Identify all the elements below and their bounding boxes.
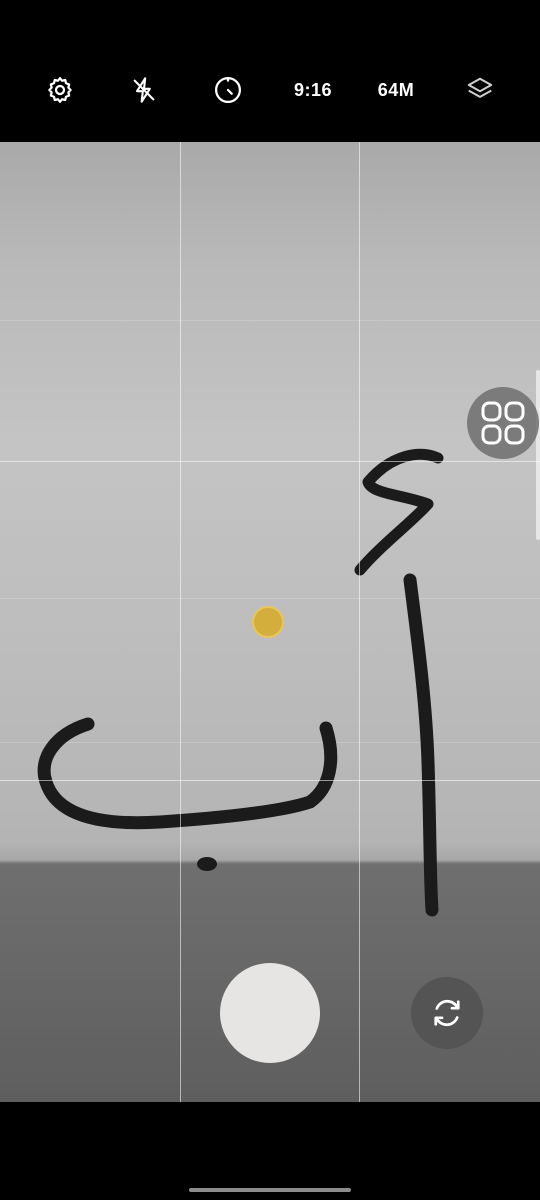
timer-button[interactable] bbox=[206, 68, 250, 112]
ba-stroke bbox=[44, 724, 331, 823]
shutter-button[interactable] bbox=[220, 963, 320, 1063]
aspect-ratio-label: 9:16 bbox=[293, 79, 333, 100]
grid-line bbox=[180, 142, 181, 1102]
flash-off-icon bbox=[130, 76, 158, 104]
bottom-bar bbox=[0, 1102, 540, 1200]
alif-stroke bbox=[410, 580, 432, 910]
filters-button[interactable] bbox=[458, 68, 502, 112]
grid-modes-icon bbox=[479, 399, 527, 447]
camera-modes-button[interactable] bbox=[467, 387, 539, 459]
timer-icon bbox=[213, 75, 243, 105]
settings-button[interactable] bbox=[38, 68, 82, 112]
aspect-ratio-button[interactable] bbox=[289, 68, 337, 112]
top-toolbar bbox=[0, 0, 540, 142]
side-handle[interactable] bbox=[536, 370, 540, 540]
switch-camera-button[interactable] bbox=[411, 977, 483, 1049]
flash-button[interactable] bbox=[122, 68, 166, 112]
layers-icon bbox=[465, 75, 495, 105]
ba-dot bbox=[197, 857, 217, 871]
camera-flip-icon bbox=[429, 995, 465, 1031]
grid-line bbox=[359, 142, 360, 1102]
gear-icon bbox=[45, 75, 75, 105]
gesture-navigation-handle[interactable] bbox=[189, 1188, 351, 1192]
hamza-stroke bbox=[360, 454, 438, 570]
focus-indicator bbox=[252, 606, 284, 638]
resolution-label: 64M bbox=[377, 79, 415, 100]
grid-line bbox=[0, 461, 540, 462]
resolution-button[interactable] bbox=[372, 68, 420, 112]
grid-line bbox=[0, 780, 540, 781]
